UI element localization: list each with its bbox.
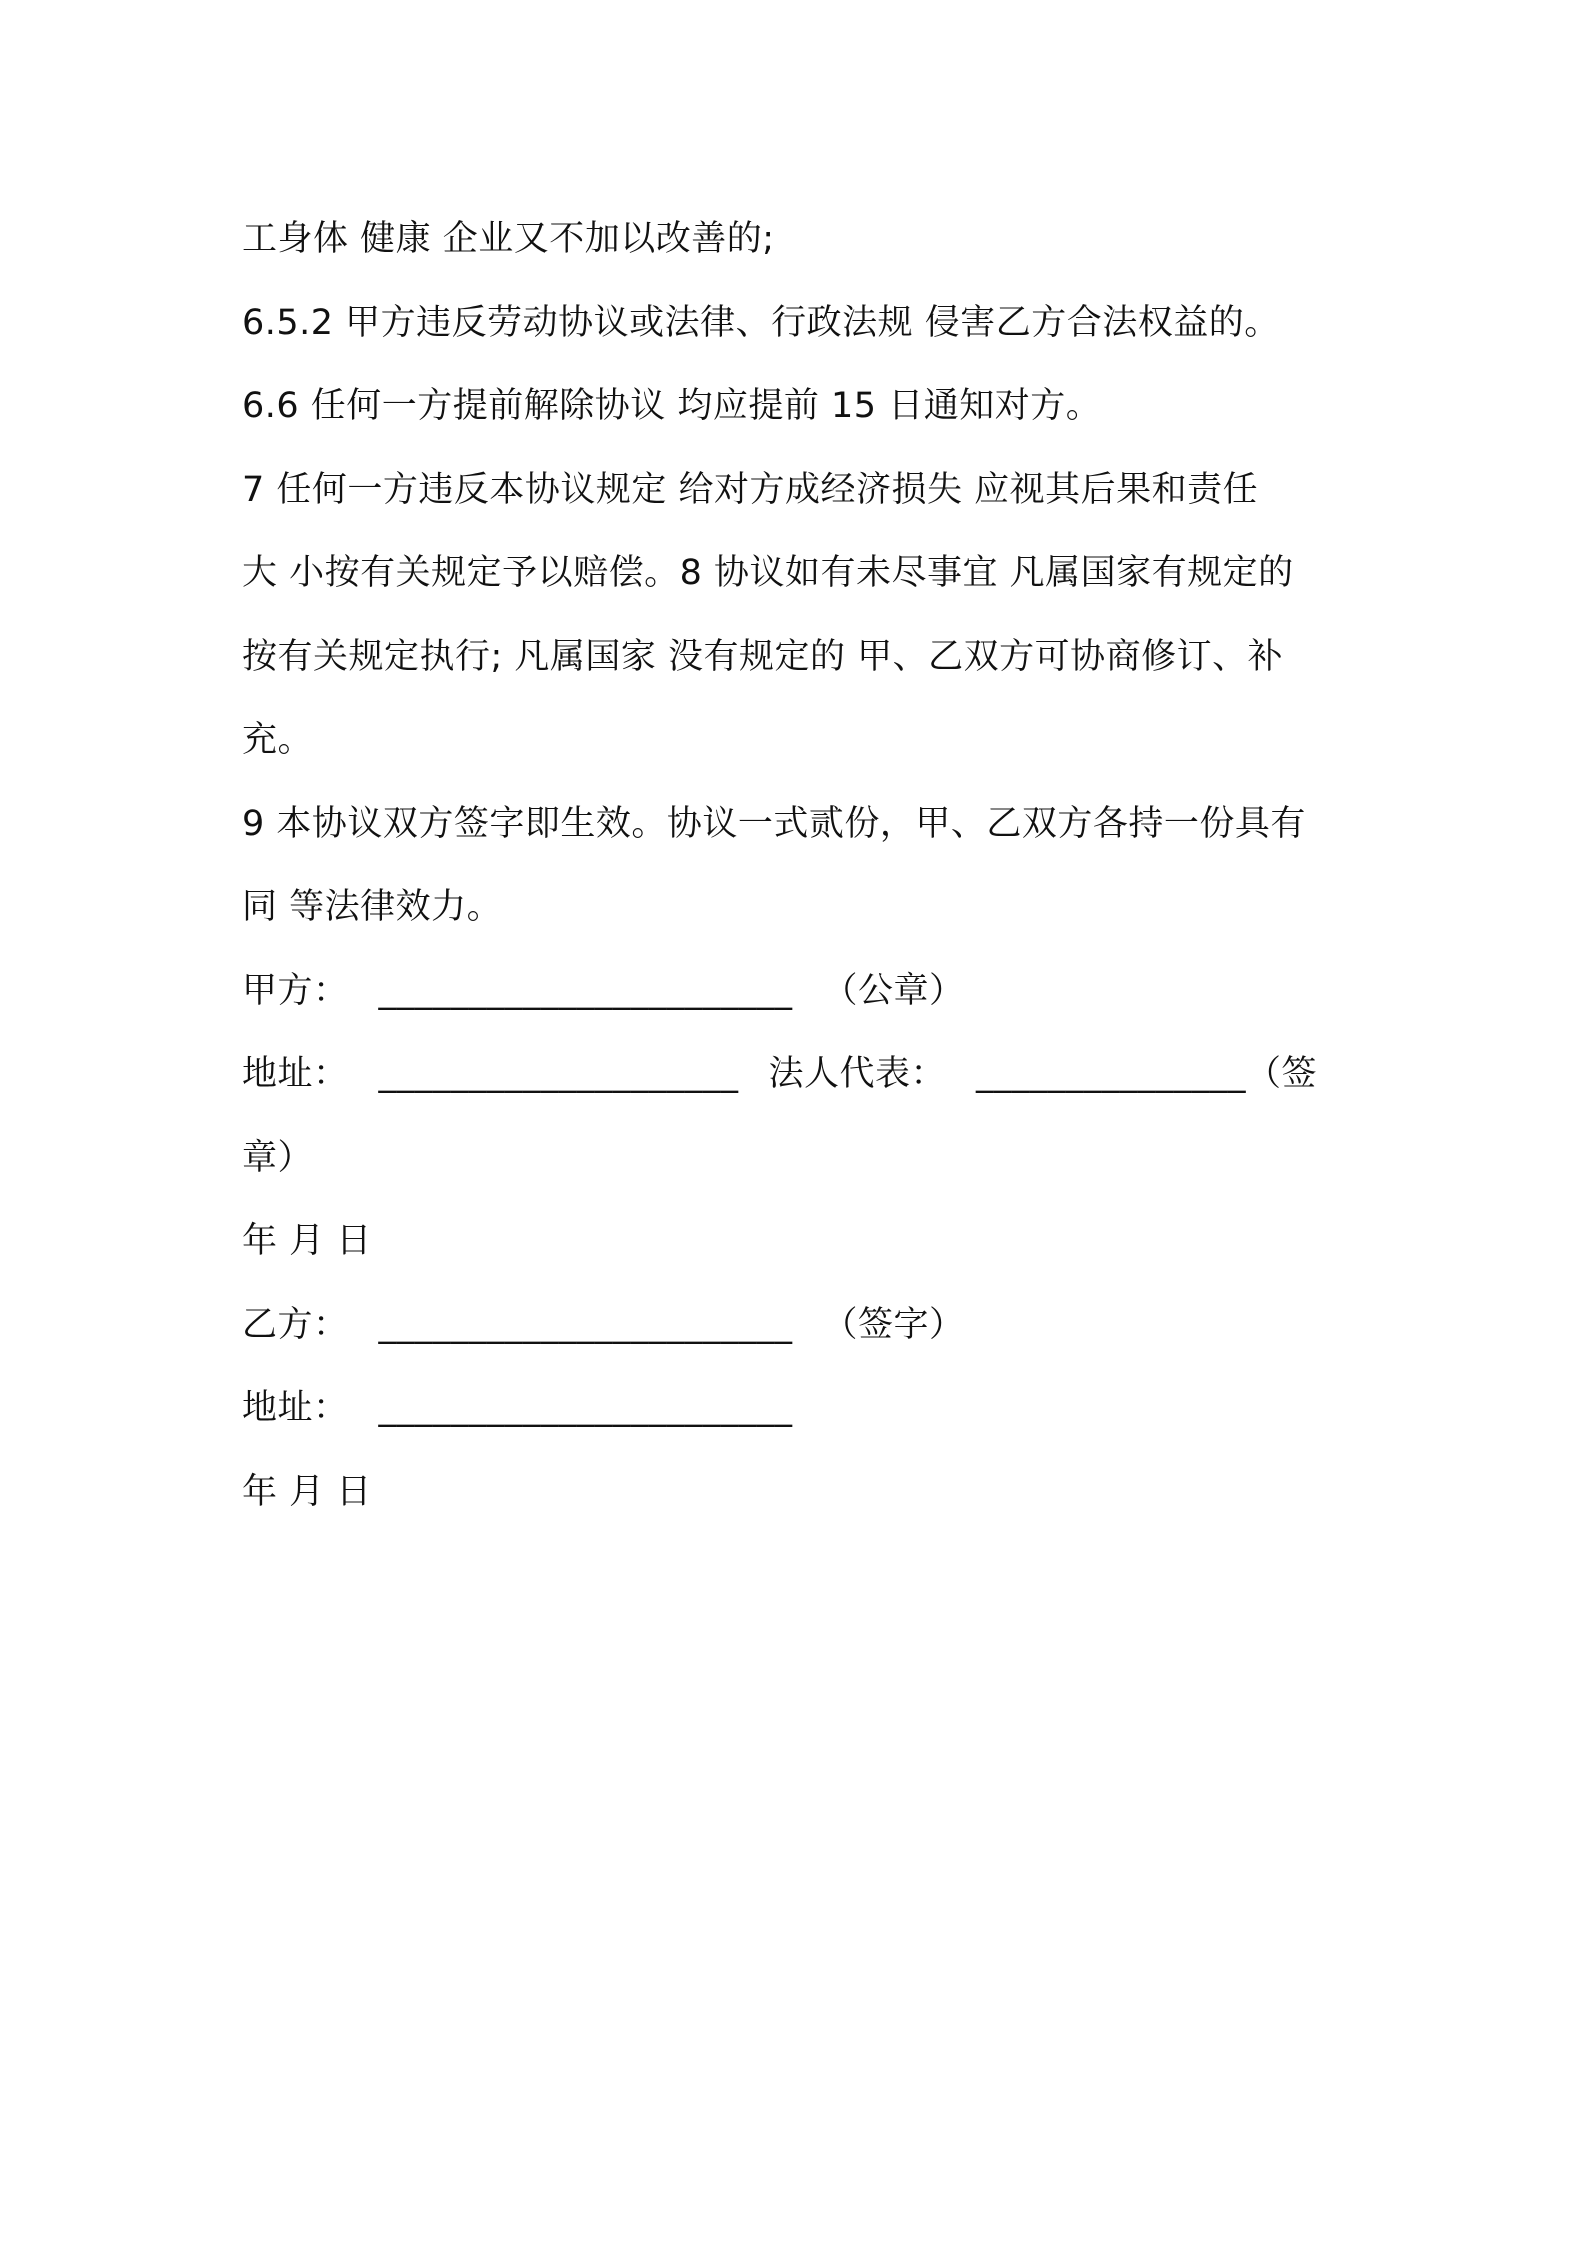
party-a-date: 年 月 日 [242,1221,372,1261]
paragraph-line: 同 等法律效力。 [242,887,503,927]
party-b-address-blank[interactable]: _______________________ [378,1388,793,1428]
party-b-sign-note: （签字） [822,1304,965,1345]
paragraph-line: 6.6 任何一方提前解除协议 均应提前 15 日通知对方。 [242,386,1102,426]
party-b-line [242,1284,1358,1368]
party-a-seal-note: （公章） [822,970,965,1011]
paragraph-line: 9 本协议双方签字即生效。协议一式贰份，甲、乙双方各持一份具有 [242,803,1306,844]
party-a-address-continuation: 章） [242,1137,314,1178]
paragraph-line: 大 小按有关规定予以赔偿。8 协议如有未尽事宜 凡属国家有规定的 [242,553,1294,593]
legal-rep-label: 法人代表： [768,1054,947,1094]
paragraph-line: 工身体 健康 企业又不加以改善的; [242,219,775,259]
legal-rep-sign-note: （签 [1246,1054,1318,1094]
party-a-address-line [242,1033,1358,1117]
party-b-address-line [242,1367,1358,1451]
legal-rep-blank[interactable]: _______________ [976,1054,1247,1094]
paragraph-line: 按有关规定执行; 凡属国家 没有规定的 甲、乙双方可协商修订、补 [242,636,1284,677]
paragraph-line: 7 任何一方违反本协议规定 给对方成经济损失 应视其后果和责任 [242,469,1259,510]
party-a-address-blank[interactable]: ____________________ [378,1054,739,1094]
party-a-address-label: 地址： [242,1054,349,1094]
paragraph-line: 充。 [242,720,314,760]
party-b-label: 乙方： [242,1304,349,1345]
party-a-label: 甲方： [242,970,349,1011]
party-b-blank[interactable]: _______________________ [378,1304,793,1345]
party-a-blank[interactable]: _______________________ [378,970,793,1011]
party-b-date: 年 月 日 [242,1471,372,1512]
paragraph-line: 6.5.2 甲方违反劳动协议或法律、行政法规 侵害乙方合法权益的。 [242,302,1280,343]
party-a-line [242,950,1358,1034]
document-body [242,198,1358,1534]
party-b-address-label: 地址： [242,1388,349,1428]
